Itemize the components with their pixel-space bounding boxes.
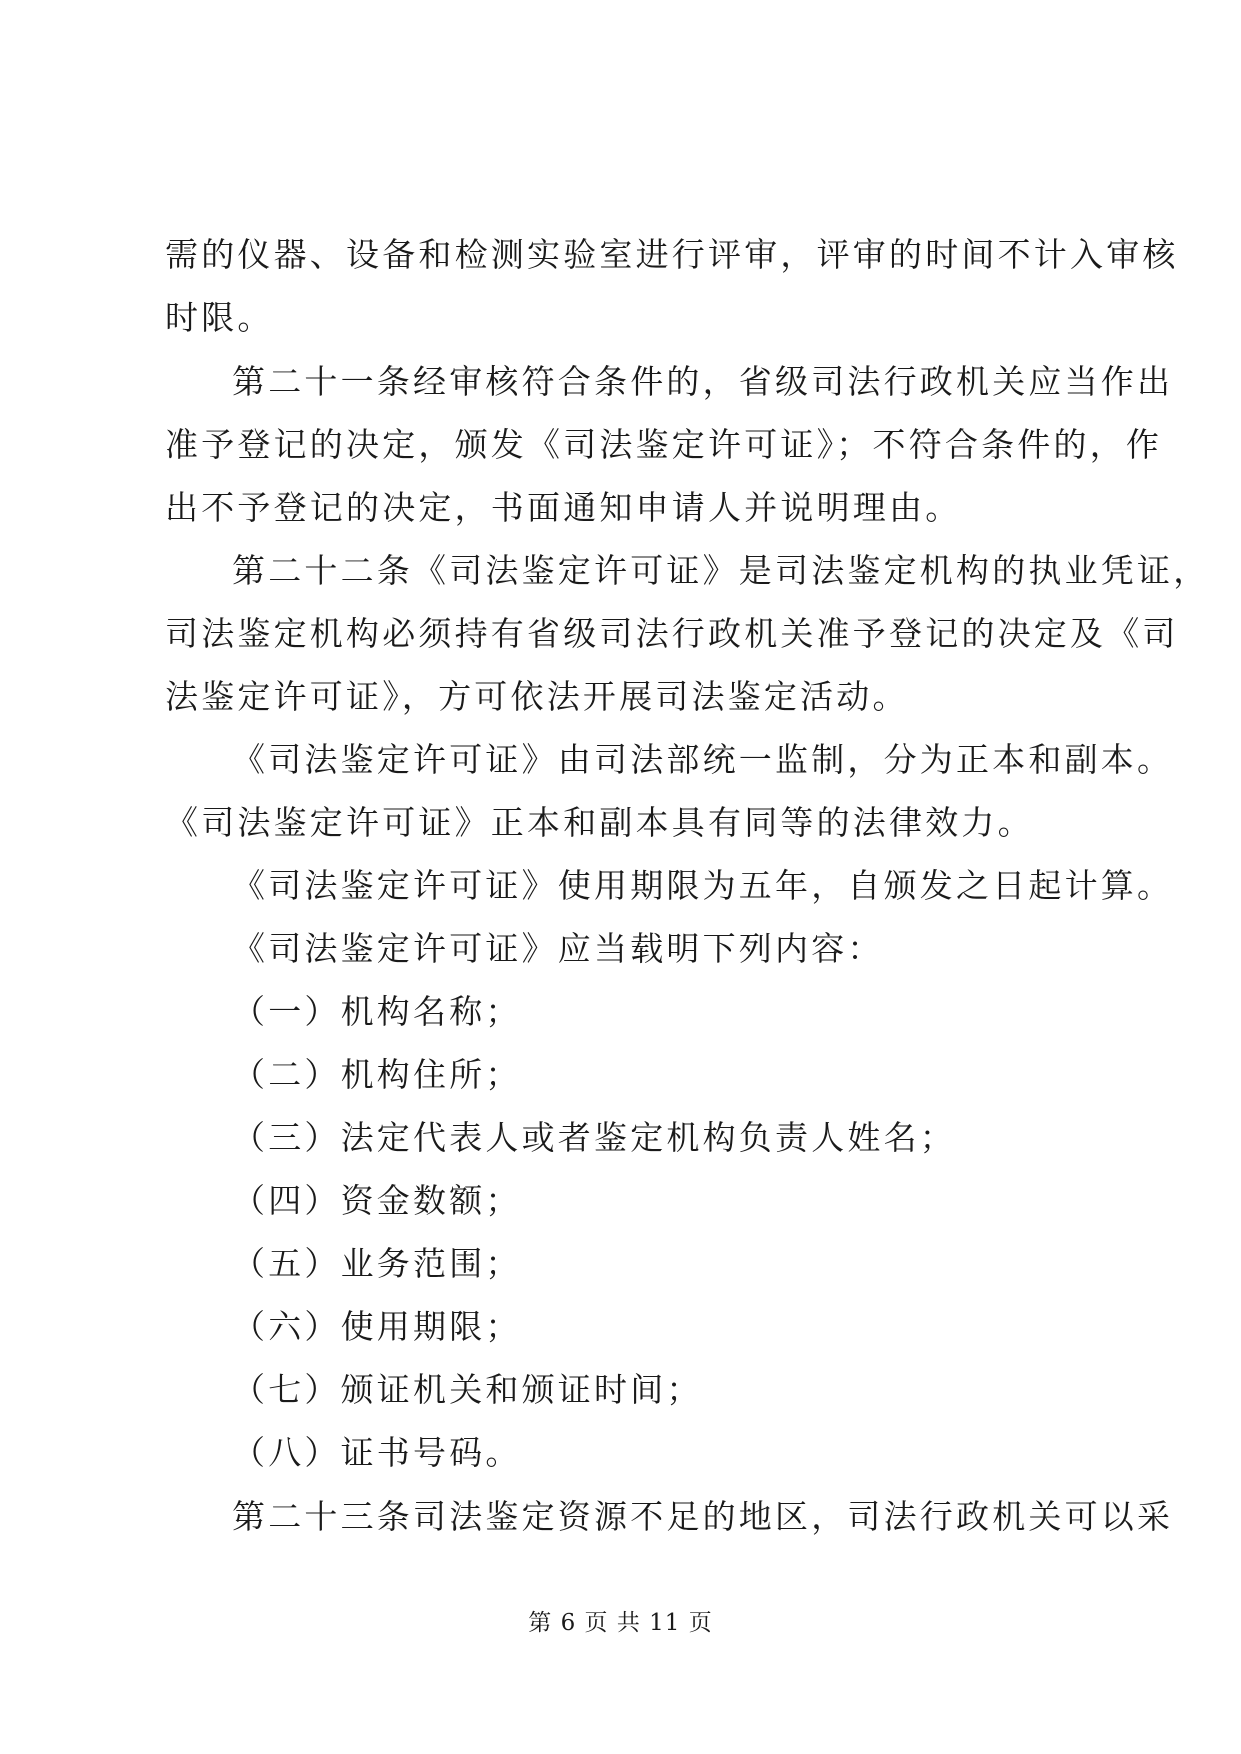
paragraph-line: 《司法鉴定许可证》正本和副本具有同等的法律效力。 xyxy=(165,803,1034,842)
paragraph-line: 《司法鉴定许可证》应当载明下列内容： xyxy=(232,929,884,968)
paragraph-line: 准予登记的决定，颁发《司法鉴定许可证》；不符合条件的，作 xyxy=(165,425,1163,464)
article-21-line: 第二十一条经审核符合条件的，省级司法行政机关应当作出 xyxy=(232,362,1174,401)
article-23-line: 第二十三条司法鉴定资源不足的地区，司法行政机关可以采 xyxy=(232,1497,1174,1536)
article-22-line: 第二十二条《司法鉴定许可证》是司法鉴定机构的执业凭证， xyxy=(232,551,1210,590)
list-item: （二）机构住所； xyxy=(232,1055,522,1094)
list-item: （八）证书号码。 xyxy=(232,1433,522,1472)
paragraph-line: 法鉴定许可证》，方可依法开展司法鉴定活动。 xyxy=(165,677,909,716)
paragraph-line: 司法鉴定机构必须持有省级司法行政机关准予登记的决定及《司 xyxy=(165,614,1179,653)
list-item: （五）业务范围； xyxy=(232,1244,522,1283)
list-item: （六）使用期限； xyxy=(232,1307,522,1346)
paragraph-line: 《司法鉴定许可证》由司法部统一监制，分为正本和副本。 xyxy=(232,740,1174,779)
paragraph-line: 需的仪器、设备和检测实验室进行评审，评审的时间不计入审核 xyxy=(165,235,1179,274)
list-item: （一）机构名称； xyxy=(232,992,522,1031)
paragraph-line: 时限。 xyxy=(165,298,274,337)
paragraph-line: 《司法鉴定许可证》使用期限为五年，自颁发之日起计算。 xyxy=(232,866,1174,905)
page-footer: 第 6 页 共 11 页 xyxy=(528,1610,713,1636)
list-item: （四）资金数额； xyxy=(232,1181,522,1220)
list-item: （七）颁证机关和颁证时间； xyxy=(232,1370,703,1409)
list-item: （三）法定代表人或者鉴定机构负责人姓名； xyxy=(232,1118,956,1157)
paragraph-line: 出不予登记的决定，书面通知申请人并说明理由。 xyxy=(165,488,962,527)
